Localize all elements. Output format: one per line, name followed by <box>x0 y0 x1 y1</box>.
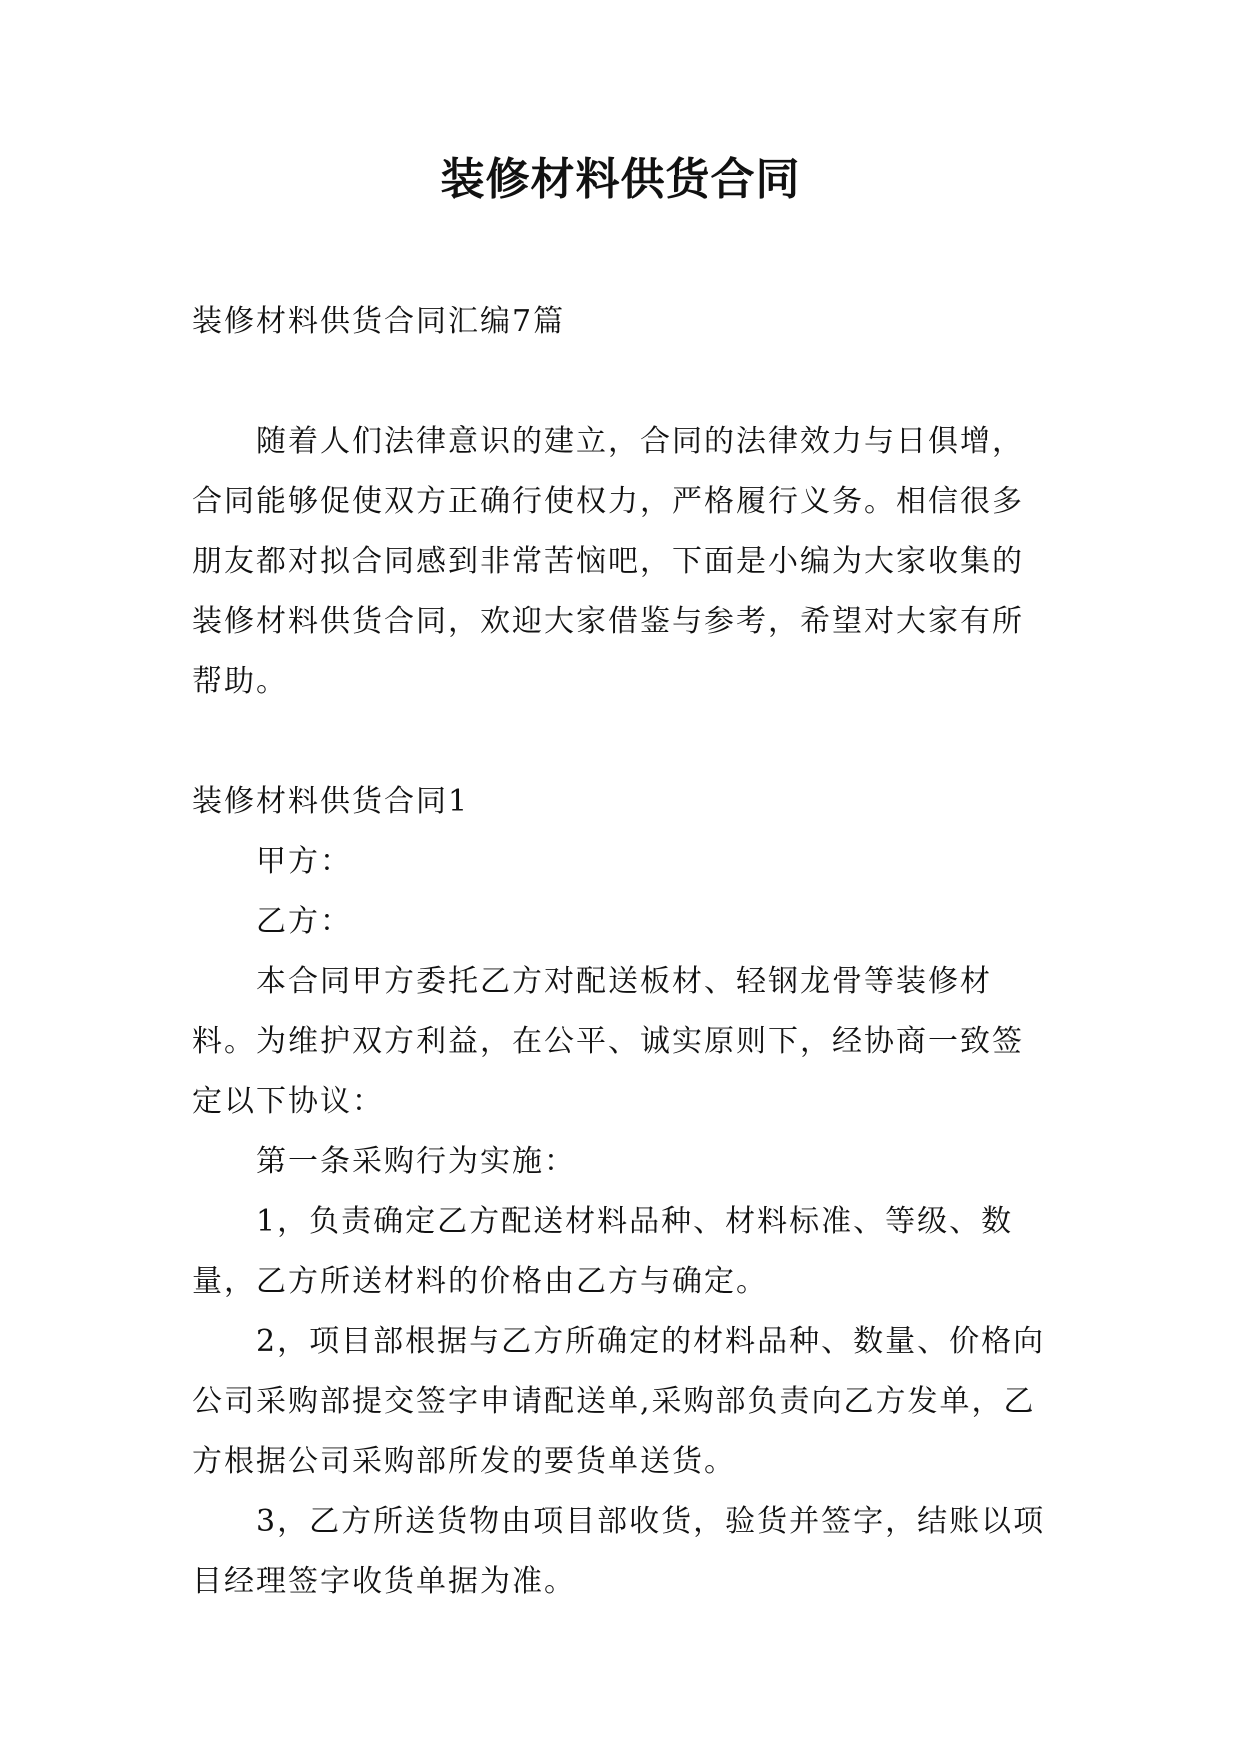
party-a-line: 甲方： <box>256 844 352 879</box>
document-body <box>192 292 1052 1612</box>
section-heading: 装修材料供货合同1 <box>192 784 470 819</box>
preamble-paragraph: 本合同甲方委托乙方对配送板材、轻钢龙骨等装修材料。为维护双方利益，在公平、诚实原则下，经协商一致签定以下协议： <box>192 964 1024 1119</box>
document-subtitle: 装修材料供货合同汇编7篇 <box>192 304 566 339</box>
clause-1: 1，负责确定乙方配送材料品种、材料标准、等级、数量，乙方所送材料的价格由乙方与确定。 <box>192 1204 1014 1299</box>
party-b-line: 乙方： <box>256 904 352 939</box>
intro-paragraph: 随着人们法律意识的建立，合同的法律效力与日俱增，合同能够促使双方正确行使权力，严格履行义务。相信很多朋友都对拟合同感到非常苦恼吧，下面是小编为大家收集的装修材料供货合同，欢迎大家借鉴与参考，希望对大家有所帮助。 <box>192 424 1024 699</box>
clause-3: 3，乙方所送货物由项目部收货，验货并签字，结账以项目经理签字收货单据为准。 <box>192 1504 1046 1599</box>
clause-2: 2，项目部根据与乙方所确定的材料品种、数量、价格向公司采购部提交签字申请配送单,采购部负责向乙方发单，乙方根据公司采购部所发的要货单送货。 <box>192 1324 1046 1479</box>
document-title: 装修材料供货合同 <box>440 154 801 205</box>
article-1-title: 第一条采购行为实施： <box>256 1144 576 1179</box>
